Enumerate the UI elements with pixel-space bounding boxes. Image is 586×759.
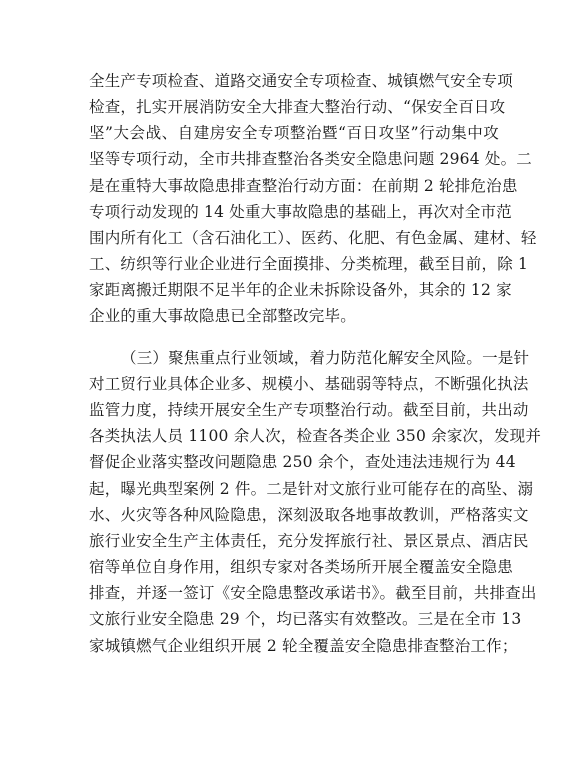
text-line: 旅行业安全生产主体责任，充分发挥旅行社、景区景点、酒店民 — [89, 532, 529, 550]
text-line: 水、火灾等各种风险隐患，深刻汲取各地事故教训，严格落实文 — [89, 506, 529, 524]
text-line: 坚”大会战、自建房安全专项整治暨“百日攻坚”行动集中攻 — [89, 124, 499, 142]
text-line: 围内所有化工（含石油化工）、医药、化肥、有色金属、建材、轻 — [89, 229, 537, 247]
text-line: 专项行动发现的 14 处重大事故隐患的基础上，再次对全市范 — [89, 203, 512, 221]
text-line: 工、纺织等行业企业进行全面摸排、分类梳理，截至目前，除 1 — [89, 255, 529, 273]
text-line: 监管力度，持续开展安全生产专项整治行动。截至目前，共出动 — [89, 401, 529, 419]
text-line: 坚等专项行动，全市共排查整治各类安全隐患问题 2964 处。二 — [89, 150, 533, 168]
paragraph-end-line: 企业的重大事故隐患已全部整改完毕。 — [89, 307, 356, 325]
text-line: 起，曝光典型案例 2 件。二是针对文旅行业可能存在的高坠、溺 — [89, 480, 534, 498]
text-line: 对工贸行业具体企业多、规模小、基础弱等特点，不断强化执法 — [89, 375, 529, 393]
text-line: 宿等单位自身作用，组织专家对各类场所开展全覆盖安全隐患 — [89, 558, 513, 576]
text-line: 家距离搬迁期限不足半年的企业未拆除设备外，其余的 12 家 — [89, 281, 512, 299]
text-line: 全生产专项检查、道路交通安全专项检查、城镇燃气安全专项 — [89, 72, 513, 90]
text-line: 各类执法人员 1100 余人次，检查各类企业 350 余家次，发现并 — [89, 427, 542, 445]
text-line: 家城镇燃气企业组织开展 2 轮全覆盖安全隐患排查整治工作； — [89, 637, 518, 655]
text-line: 督促企业落实整改问题隐患 250 余个，查处违法违规行为 44 — [89, 453, 516, 471]
text-line: 文旅行业安全隐患 29 个，均已落实有效整改。三是在全市 13 — [89, 610, 522, 628]
text-line: 排查，并逐一签订《安全隐患整改承诺书》。截至目前，共排查出 — [89, 584, 537, 602]
text-line: 是在重特大事故隐患排查整治行动方面：在前期 2 轮排危治患 — [89, 177, 518, 195]
text-line: 检查，扎实开展消防安全大排查大整治行动、“保安全百日攻 — [89, 98, 506, 116]
section-heading-line: （三）聚焦重点行业领域，着力防范化解安全风险。一是针 — [121, 349, 530, 367]
